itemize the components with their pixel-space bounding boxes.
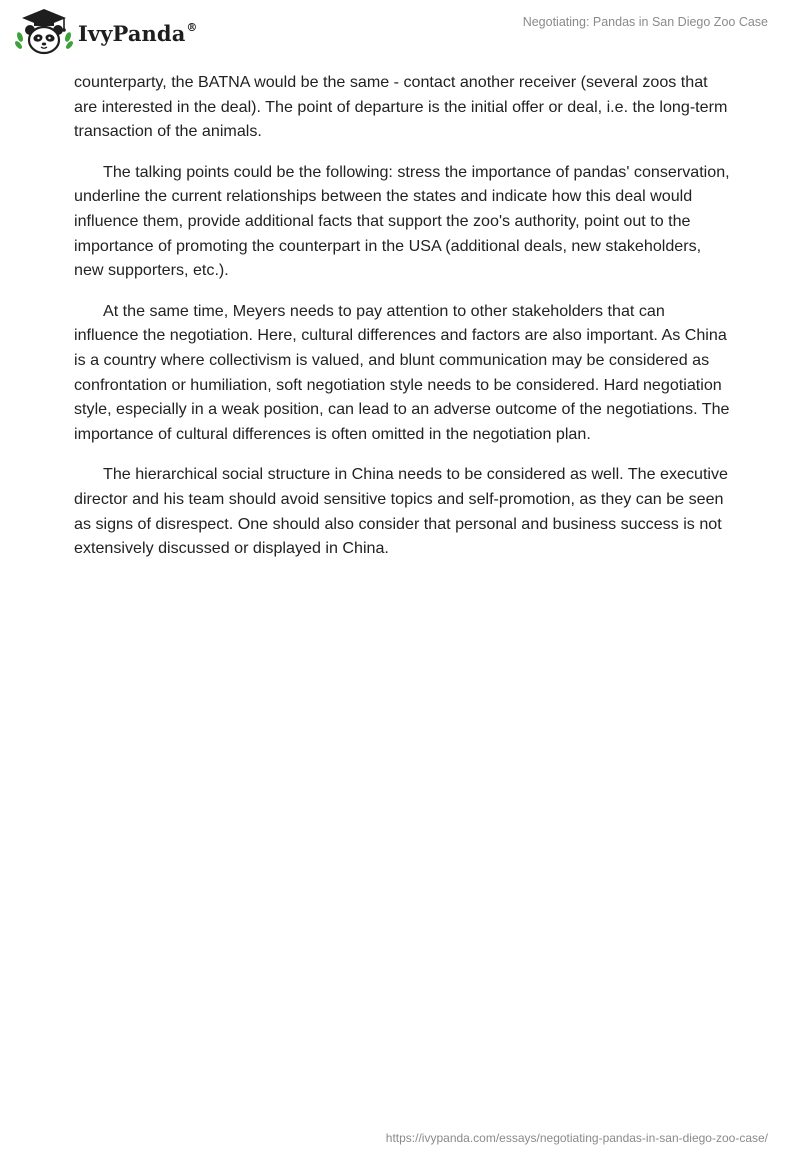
page-header xyxy=(0,0,800,64)
ivypanda-logo[interactable] xyxy=(14,7,198,57)
panda-graduate-icon xyxy=(14,7,74,57)
paragraph-4: The hierarchical social structure in China needs to be considered as well. The executive director and his team should avoid sensitive topics and self-promotion, as they can be seen as signs of disrespect. One should also consider that personal and business success is not extensively discussed or displayed in China. xyxy=(74,465,729,558)
registered-mark: ® xyxy=(186,20,198,34)
source-url-link[interactable]: https://ivypanda.com/essays/negotiating-pandas-in-san-diego-zoo-case/ xyxy=(385,1131,768,1145)
document-title: Negotiating: Pandas in San Diego Zoo Case xyxy=(522,15,768,29)
paragraph-3: At the same time, Meyers needs to pay attention to other stakeholders that can influence the negotiation. Here, cultural differences and factors are also important. As China is a country where collectivism is valued, and blunt communication may be considered as confrontation or humiliation, soft negotiation style needs to be considered. Hard negotiation style, especially in a weak position, can lead to an adverse outcome of the negotiations. The importance of cultural differences is often omitted in the negotiation plan. xyxy=(74,301,730,443)
essay-body xyxy=(74,70,730,577)
brand-name: IvyPanda xyxy=(78,20,186,46)
paragraph-1: counterparty, the BATNA would be the same - contact another receiver (several zoos that are interested in the deal). The point of departure is the initial offer or deal, i.e. the long-term transaction of the animals. xyxy=(74,73,728,141)
logo-wordmark xyxy=(78,21,198,46)
paragraph-2: The talking points could be the following: stress the importance of pandas' conservation, underline the current relationships between the states and indicate how this deal would influence them, provide additional facts that support the zoo's authority, point out to the importance of promoting the counterpart in the USA (additional deals, new stakeholders, new supporters, etc.). xyxy=(74,162,730,280)
